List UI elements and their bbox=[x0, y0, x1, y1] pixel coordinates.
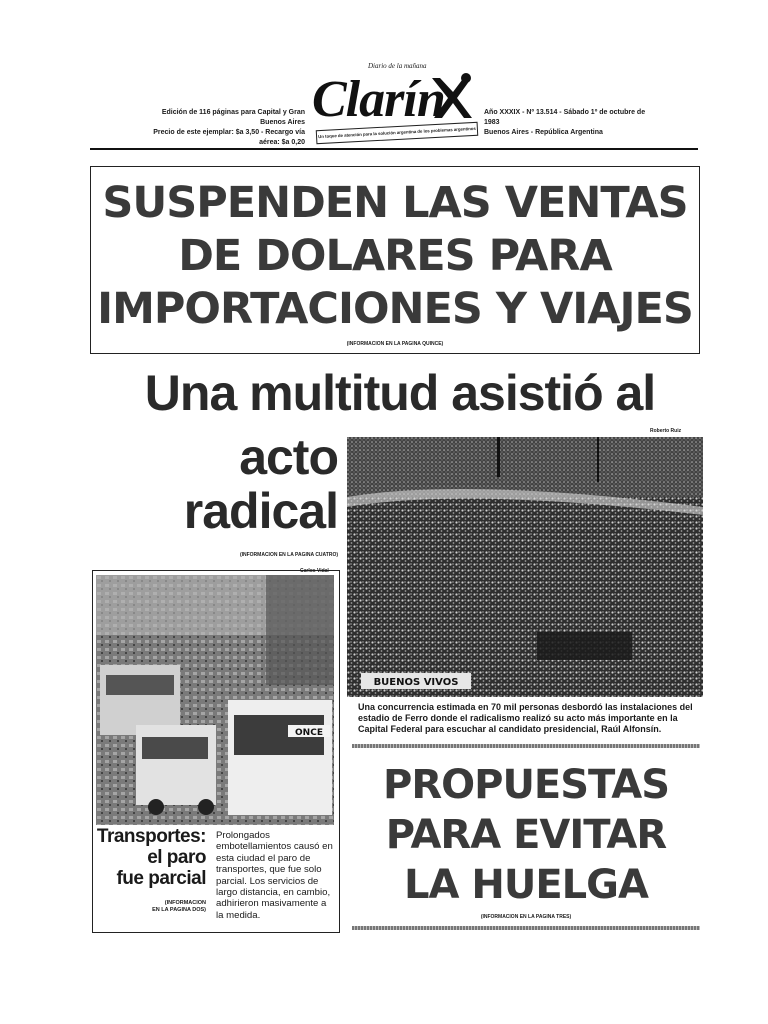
rally-headline-line: acto bbox=[239, 429, 338, 485]
strike-headline-line: PROPUESTAS bbox=[383, 762, 669, 808]
main-headline-box bbox=[90, 166, 700, 354]
edition-line: Edición de 116 páginas para Capital y Gran Buenos Aires bbox=[161, 109, 305, 126]
logo-wordmark: Clarín bbox=[312, 71, 445, 128]
strike-headline-bottom-rule bbox=[352, 926, 700, 930]
traffic-photo-credit: Carlos Vidal bbox=[300, 568, 329, 574]
rally-headline-line: Una multitud asistió al bbox=[144, 365, 656, 421]
transport-headline-line: el paro bbox=[147, 847, 206, 868]
masthead-tagline: Diario de la mañana bbox=[368, 62, 427, 70]
main-headline bbox=[91, 177, 699, 336]
rally-headline-line: radical bbox=[183, 483, 338, 539]
crowd-photo bbox=[347, 437, 703, 697]
crowd-photo-credit: Roberto Ruiz bbox=[650, 428, 682, 434]
main-headline-note: (INFORMACION EN LA PAGINA QUINCE) bbox=[346, 341, 444, 347]
masthead-rule bbox=[90, 148, 698, 150]
price-line: Precio de este ejemplar: $a 3,50 - Recargo vía aérea: $a 0,20 bbox=[153, 129, 305, 146]
main-headline-line: DE DOLARES PARA bbox=[178, 231, 612, 281]
crowd-sign-text: BUENOS VIVOS bbox=[373, 677, 459, 688]
crowd-photo-image bbox=[347, 437, 703, 697]
rally-headline-note: (INFORMACION EN LA PAGINA CUATRO) bbox=[239, 552, 338, 558]
strike-headline-top-rule bbox=[352, 744, 700, 748]
bus-sign-text: ONCE bbox=[295, 728, 323, 738]
transport-note bbox=[96, 900, 206, 914]
transport-note-line: (INFORMACION bbox=[164, 900, 206, 906]
rally-headline-continued bbox=[100, 430, 338, 538]
strike-headline bbox=[352, 760, 700, 910]
masthead-edition-info bbox=[140, 108, 305, 148]
strike-headline-line: LA HUELGA bbox=[404, 862, 648, 908]
transport-body: Prolongados embotellamientos causó en esta ciudad el paro de transportes, que fue solo parcial. Los servicios de largo distancia, en cambio, adhirieron masivamente a la medida. bbox=[216, 830, 333, 921]
crowd-photo-caption: Una concurrencia estimada en 70 mil personas desbordó las instalaciones del estadio de Ferro donde el radicalismo realizó su acto más importante en la Capital Federal para escuchar al candidato presidencial, Raúl Alfonsín. bbox=[358, 702, 693, 734]
traffic-photo bbox=[96, 575, 334, 825]
main-headline-line: SUSPENDEN LAS VENTAS bbox=[102, 178, 688, 228]
masthead-date-info bbox=[484, 108, 654, 138]
main-headline-line: IMPORTACIONES Y VIAJES bbox=[97, 284, 693, 334]
transport-headline bbox=[96, 826, 206, 889]
transport-headline-line: Transportes: bbox=[96, 826, 206, 847]
traffic-photo-image bbox=[96, 575, 334, 825]
transport-note-line: EN LA PAGINA DOS) bbox=[152, 907, 206, 913]
location-line: Buenos Aires - República Argentina bbox=[484, 129, 603, 136]
issue-line: Año XXXIX - Nº 13.514 - Sábado 1º de octubre de 1983 bbox=[484, 109, 646, 126]
strike-headline-line: PARA EVITAR bbox=[385, 812, 667, 858]
strike-headline-note: (INFORMACION EN LA PAGINA TRES) bbox=[480, 914, 572, 920]
logo-figure-icon bbox=[426, 72, 474, 122]
transport-headline-line: fue parcial bbox=[116, 868, 206, 889]
masthead-banner: Un toque de atención para la solución argentina de los problemas argentinos bbox=[316, 122, 479, 144]
